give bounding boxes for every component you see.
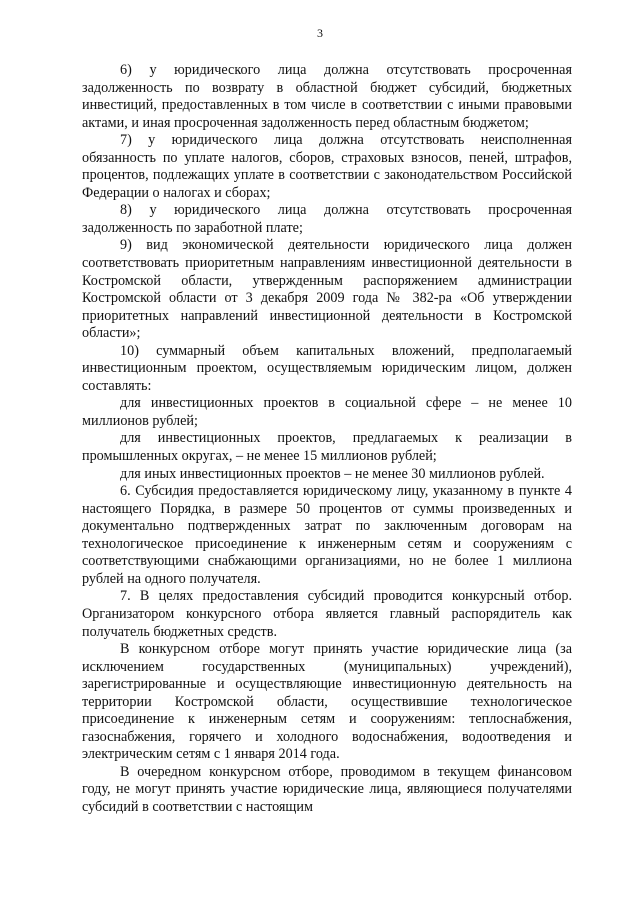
paragraph-other-projects: для иных инвестиционных проектов – не менее 30 миллионов рублей. (120, 465, 545, 482)
paragraph-item-7: 7) у юридического лица должна отсутствовать неисполненная обязанность по уплате налогов, сборов, страховых взносов, пеней, штрафов, процентов, подлежащих уплате в соответствии с законодательством Российской Федерации о налогах и сборах; (82, 132, 572, 201)
paragraph-participants: В конкурсном отборе могут принять участие юридические лица (за исключением государственных (муниципальных) учреждений), зарегистрированные и осуществляющие инвестиционную деятельность на территории Костромской области, осуществившие технологическое присоединение к инженерным сетям и сооружениям: теплоснабжения, газоснабжения, горячего и холодного водоснабжения, водоотведения и электрическим сетям с 1 января 2014 года. (82, 641, 572, 763)
page-number: 3 (317, 26, 323, 40)
paragraph-industrial-districts: для инвестиционных проектов, предлагаемых к реализации в промышленных округах, – не менее 15 миллионов рублей; (82, 430, 572, 465)
paragraph-item-10: 10) суммарный объем капитальных вложений, предполагаемый инвестиционным проектом, осуществляемым юридическим лицом, должен составлять: (82, 342, 572, 394)
paragraph-social-sphere: для инвестиционных проектов в социальной сфере – не менее 10 миллионов рублей; (82, 395, 572, 429)
document-body (82, 62, 572, 817)
paragraph-clause-6: 6. Субсидия предоставляется юридическому лицу, указанному в пункте 4 настоящего Порядка, в размере 50 процентов от суммы произведенных и документально подтвержденных затрат по заключенным договорам на технологическое присоединение к инженерным сетям и сооружениям с соответствующими снабжающими организациями, но не более 1 миллиона рублей на одного получателя. (82, 483, 572, 587)
paragraph-item-8: 8) у юридического лица должна отсутствовать просроченная задолженность по заработной плате; (82, 202, 572, 236)
paragraph-item-6: 6) у юридического лица должна отсутствовать просроченная задолженность по возврату в областной бюджет субсидий, бюджетных инвестиций, предоставленных в том числе в соответствии с иными правовыми актами, и иная просроченная задолженность перед областным бюджетом; (82, 62, 572, 131)
paragraph-clause-7: 7. В целях предоставления субсидий проводится конкурсный отбор. Организатором конкурсного отбора является главный распорядитель как получатель бюджетных средств. (82, 588, 572, 640)
paragraph-item-9: 9) вид экономической деятельности юридического лица должен соответствовать приоритетным направлениям инвестиционной деятельности в Костромской области, утвержденным распоряжением администрации Костромской области от 3 декабря 2009 года № 382-ра «Об утверждении приоритетных направлений инвестиционной деятельности в Костромской области»; (82, 237, 572, 342)
paragraph-exclusions: В очередном конкурсном отборе, проводимом в текущем финансовом году, не могут принять участие юридические лица, являющиеся получателями субсидий в соответствии с настоящим (82, 763, 572, 815)
